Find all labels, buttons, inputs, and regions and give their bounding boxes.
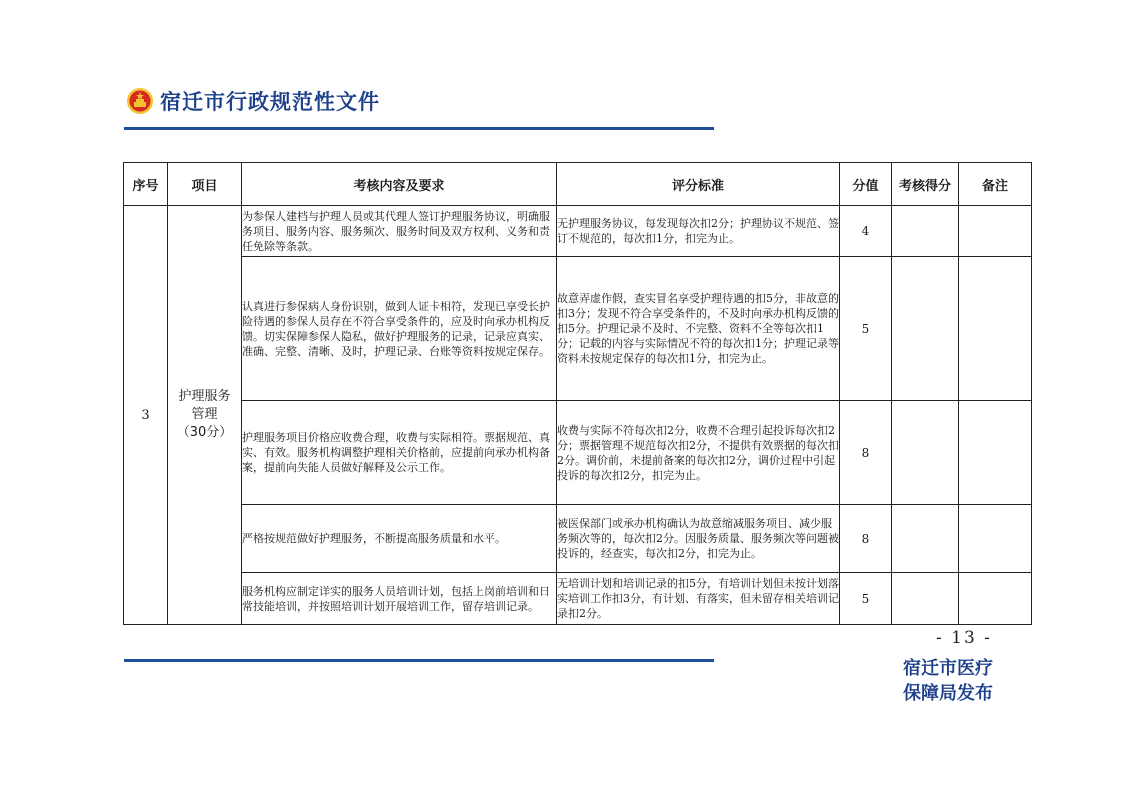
remarks-cell — [959, 206, 1032, 257]
table-row — [124, 573, 1032, 625]
page-number: - 13 - — [936, 628, 992, 648]
remarks-cell — [959, 505, 1032, 573]
publisher-line: 宿迁市医疗 — [903, 658, 993, 679]
table-row — [124, 257, 1032, 401]
table-row — [124, 401, 1032, 505]
requirement-text: 服务机构应制定详实的服务人员培训计划，包括上岗前培训和日常技能培训，并按照培训计划开展培训工作，留存培训记录。 — [242, 573, 557, 625]
assessment-table — [123, 162, 1032, 625]
document-header — [126, 86, 380, 116]
score-value: 8 — [840, 505, 892, 573]
column-header-score: 分值 — [840, 163, 892, 206]
score-value: 8 — [840, 401, 892, 505]
table-row — [124, 505, 1032, 573]
requirement-text: 严格按规范做好护理服务，不断提高服务质量和水平。 — [242, 505, 557, 573]
score-value: 4 — [840, 206, 892, 257]
scoring-criteria-text: 被医保部门或承办机构确认为故意缩减服务项目、减少服务频次等的，每次扣2分。因服务质量、服务频次等问题被投诉的，经查实，每次扣2分，扣完为止。 — [557, 505, 840, 573]
assessed-score-cell — [892, 206, 959, 257]
publisher-line: 保障局发布 — [903, 683, 993, 704]
remarks-cell — [959, 401, 1032, 505]
row-number: 3 — [124, 206, 168, 625]
column-header-assessed-score: 考核得分 — [892, 163, 959, 206]
item-name-line: 护理服务 — [178, 389, 231, 404]
table-header-row — [124, 163, 1032, 206]
assessed-score-cell — [892, 401, 959, 505]
document-series-title: 宿迁市行政规范性文件 — [160, 90, 380, 114]
scoring-criteria-text: 故意弄虚作假，查实冒名享受护理待遇的扣5分，非故意的扣3分；发现不符合享受条件的，不及时向承办机构反馈的扣5分。护理记录不及时、不完整、资料不全等每次扣1分；记载的内容与实际情况不符的每次扣1分；护理记录等资料未按规定保存的每次扣1分，扣完为止。 — [557, 257, 840, 401]
requirement-text: 认真进行参保病人身份识别，做到人证卡相符，发现已享受长护险待遇的参保人员存在不符合享受条件的，应及时向承办机构反馈。切实保障参保人隐私，做好护理服务的记录，记录应真实、准确、完整、清晰、及时，护理记录、台账等资料按规定保存。 — [242, 257, 557, 401]
assessed-score-cell — [892, 573, 959, 625]
assessed-score-cell — [892, 257, 959, 401]
item-name — [168, 206, 242, 625]
requirement-text: 为参保人建档与护理人员或其代理人签订护理服务协议，明确服务项目、服务内容、服务频次、服务时间及双方权利、义务和责任免除等条款。 — [242, 206, 557, 257]
scoring-criteria-text: 无培训计划和培训记录的扣5分，有培训计划但未按计划落实培训工作扣3分，有计划、有落实，但未留存相关培训记录扣2分。 — [557, 573, 840, 625]
remarks-cell — [959, 257, 1032, 401]
assessed-score-cell — [892, 505, 959, 573]
score-value: 5 — [840, 573, 892, 625]
item-name-line: 管理 — [191, 407, 218, 422]
column-header-no: 序号 — [124, 163, 168, 206]
requirement-text: 护理服务项目价格应收费合理，收费与实际相符。票据规范、真实、有效。服务机构调整护理相关价格前，应提前向承办机构备案，提前向失能人员做好解释及公示工作。 — [242, 401, 557, 505]
scoring-criteria-text: 无护理服务协议，每发现每次扣2分；护理协议不规范、签订不规范的，每次扣1分，扣完为止。 — [557, 206, 840, 257]
national-emblem-icon — [126, 87, 154, 115]
remarks-cell — [959, 573, 1032, 625]
column-header-item: 项目 — [168, 163, 242, 206]
column-header-content: 考核内容及要求 — [242, 163, 557, 206]
column-header-criteria: 评分标准 — [557, 163, 840, 206]
column-header-remarks: 备注 — [959, 163, 1032, 206]
publisher-stamp — [898, 656, 998, 706]
score-value: 5 — [840, 257, 892, 401]
footer-divider — [124, 659, 714, 662]
scoring-criteria-text: 收费与实际不符每次扣2分，收费不合理引起投诉每次扣2分；票据管理不规范每次扣2分，不提供有效票据的每次扣2分。调价前，未提前备案的每次扣2分，调价过程中引起投诉的每次扣2分，扣完为止。 — [557, 401, 840, 505]
table-row — [124, 206, 1032, 257]
header-divider — [124, 127, 714, 130]
item-points: （30分） — [176, 425, 233, 440]
